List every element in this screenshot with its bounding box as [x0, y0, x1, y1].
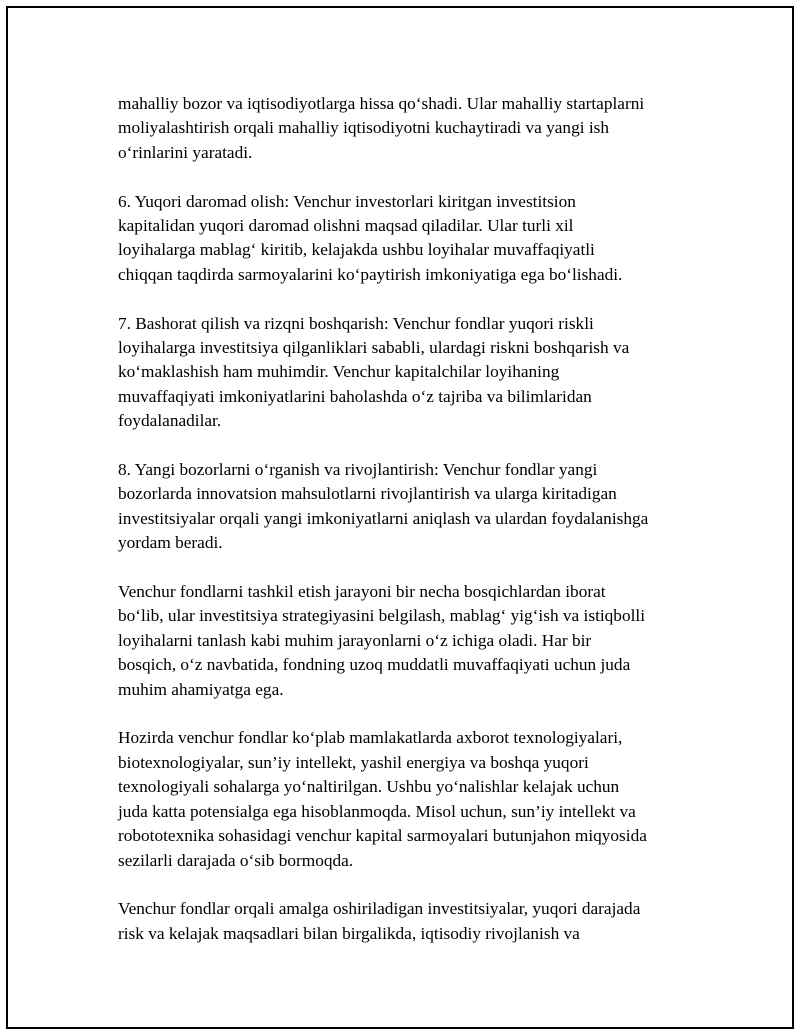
paragraph-local-economy: mahalliy bozor va iqtisodiyotlarga hissa qo‘shadi. Ular mahalliy startaplarni moliyalashtirish orqali mahalliy iqtisodiyotni kuchaytiradi va yangi ish o‘rinlarini yaratadi.: [118, 94, 645, 162]
paragraph-current-sectors: Hozirda venchur fondlar ko‘plab mamlakatlarda axborot texnologiyalari, biotexnologiyalar, sun’iy intellekt, yashil energiya va boshqa yuqori texnologiyali sohalarga yo‘naltirilgan. Ushbu yo‘nalishlar kelajak uchun juda katta potensialga ega hisoblanmoqda. Misol uchun, sun’iy intellekt va robototexnika sohasidagi venchur kapital sarmoyalari butunjahon miqyosida sezilarli darajada o‘sib bormoqda.: [118, 728, 647, 870]
document-body: [118, 92, 718, 946]
paragraph-high-returns: 6. Yuqori daromad olish: Venchur investorlari kiritgan investitsion kapitalidan yuqori daromad olishni maqsad qiladilar. Ular turli xil loyihalarga mablag‘ kiritib, kelajakda ushbu loyihalar muvaffaqiyatli chiqqan taqdirda sarmoyalarini ko‘paytirish imkoniyatiga ega bo‘lishadi.: [118, 191, 623, 284]
paragraph-new-markets: 8. Yangi bozorlarni o‘rganish va rivojlantirish: Venchur fondlar yangi bozorlarda innovatsion mahsulotlarni rivojlantirish va ularga kiritadigan investitsiyalar orqali yangi imkoniyatlarni aniqlash va ulardan foydalanishga yordam beradi.: [118, 460, 649, 553]
paragraph-investment-outlook: Venchur fondlar orqali amalga oshiriladigan investitsiyalar, yuqori darajada risk va kelajak maqsadlari bilan birgalikda, iqtisodiy rivojlanish va: [118, 899, 641, 943]
paragraph-fund-formation: Venchur fondlarni tashkil etish jarayoni bir necha bosqichlardan iborat bo‘lib, ular investitsiya strategiyasini belgilash, mablag‘ yig‘ish va istiqbolli loyihalarni tanlash kabi muhim jarayonlarni o‘z ichiga oladi. Har bir bosqich, o‘z navbatida, fondning uzoq muddatli muvaffaqiyati uchun juda muhim ahamiyatga ega.: [118, 582, 645, 699]
paragraph-risk-management: 7. Bashorat qilish va rizqni boshqarish: Venchur fondlar yuqori riskli loyihalarga investitsiya qilganliklari sababli, ulardagi riskni boshqarish va ko‘maklashish ham muhimdir. Venchur kapitalchilar loyihaning muvaffaqiyati imkoniyatlarini baholashda o‘z tajriba va bilimlaridan foydalanadilar.: [118, 313, 630, 431]
